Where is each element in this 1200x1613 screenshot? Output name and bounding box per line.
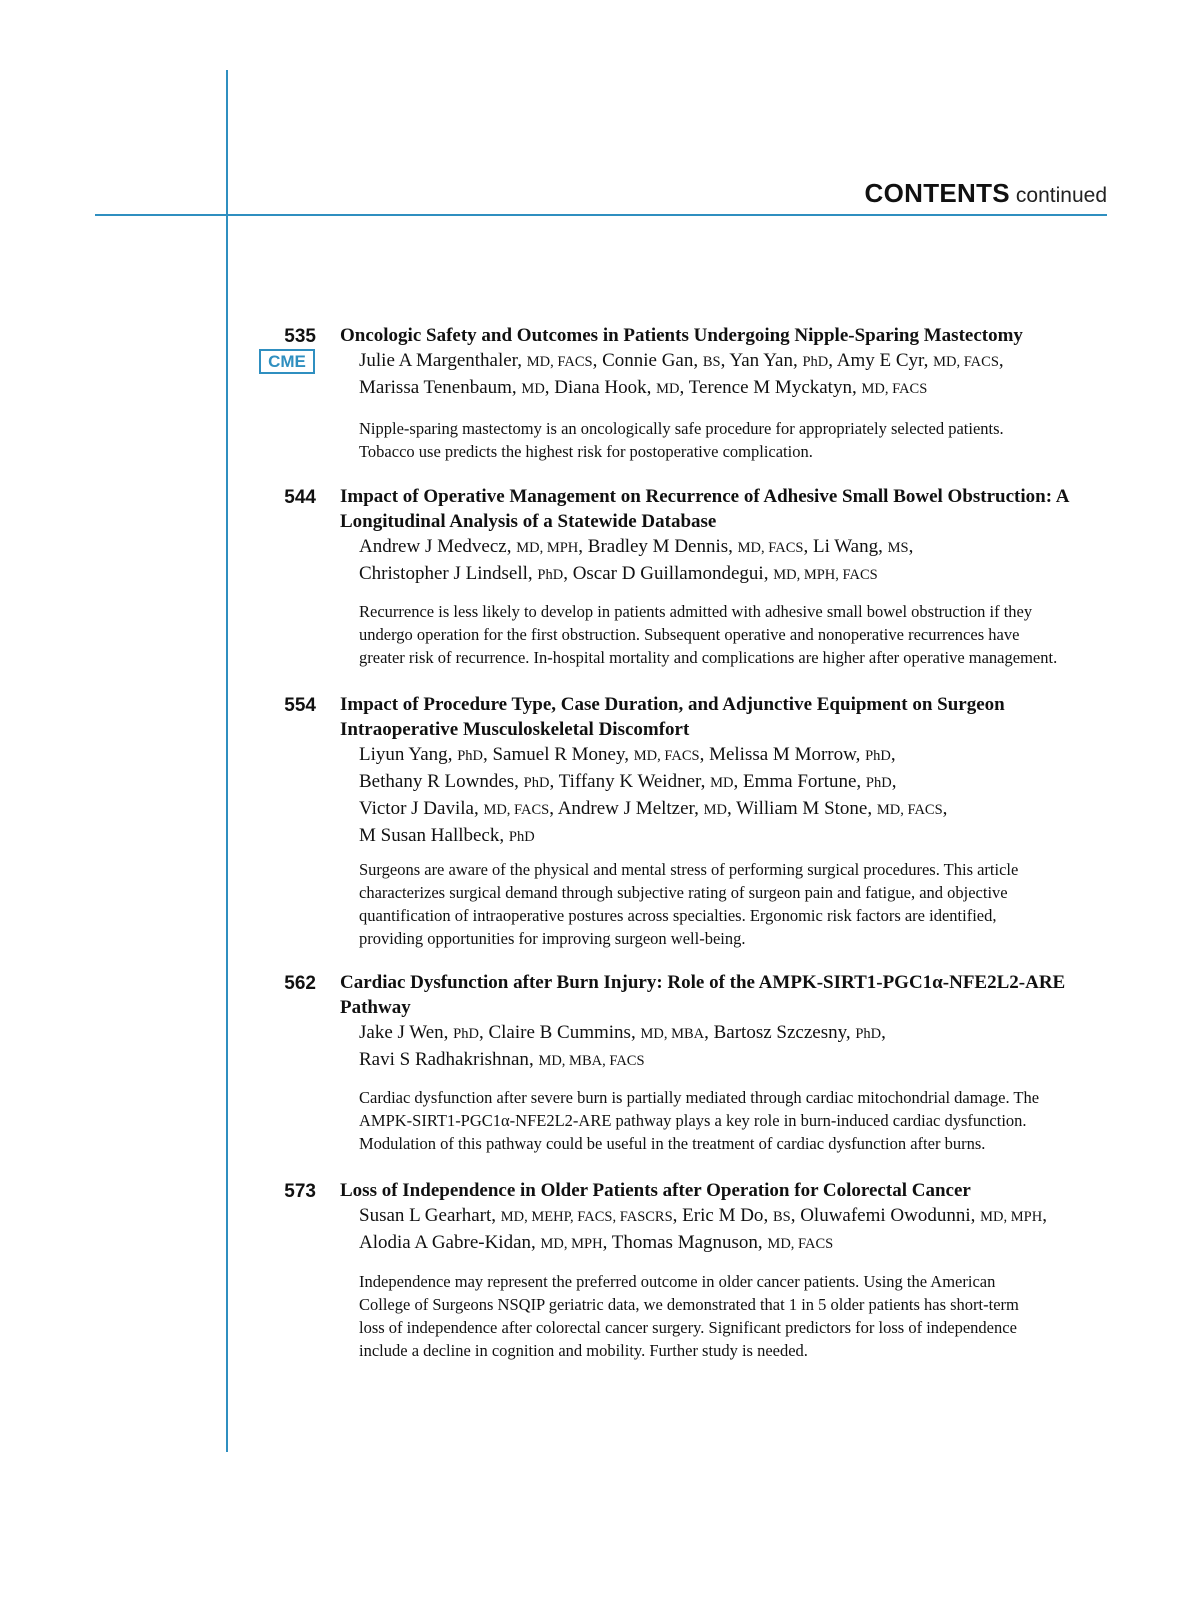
author-credentials: MD, MEHP, FACS, FASCRS	[500, 1209, 673, 1225]
author: Melissa M Morrow, PhD,	[709, 744, 896, 765]
author: Andrew J Meltzer, MD,	[557, 798, 732, 819]
author-name: Bethany R Lowndes	[359, 771, 515, 792]
summary-line: include a decline in cognition and mobility. Further study is needed.	[359, 1341, 808, 1360]
author-credentials: MD, MPH	[516, 540, 579, 556]
header-title: CONTENTS	[864, 178, 1010, 208]
author-credentials: MD, MPH	[980, 1209, 1043, 1225]
author-credentials: PhD	[865, 748, 891, 764]
page-number: 573	[284, 1181, 316, 1202]
summary-line: College of Surgeons NSQIP geriatric data, we demonstrated that 1 in 5 older patients has short-term	[359, 1295, 1019, 1314]
author-credentials: MD, FACS	[526, 354, 593, 370]
summary-line: AMPK-SIRT1-PGC1α-NFE2L2-ARE pathway plays a key role in burn-induced cardiac dysfunction.	[359, 1111, 1027, 1130]
author: Oluwafemi Owodunni, MD, MPH,	[800, 1205, 1047, 1226]
author-credentials: MD, MPH	[540, 1236, 603, 1252]
author: Julie A Margenthaler, MD, FACS,	[359, 350, 598, 371]
author-list	[359, 742, 1119, 850]
author-credentials: MD	[656, 381, 680, 397]
article-summary	[359, 1270, 1109, 1362]
author-line	[359, 534, 1119, 561]
author-name: Emma Fortune	[742, 771, 857, 792]
author: Christopher J Lindsell, PhD,	[359, 563, 568, 584]
author: Emma Fortune, PhD,	[742, 771, 897, 792]
author: Bradley M Dennis, MD, FACS,	[587, 536, 809, 557]
author-credentials: PhD	[537, 567, 564, 583]
page-number: 535	[284, 326, 316, 347]
author-name: Andrew J Meltzer	[557, 798, 695, 819]
author-credentials: BS	[702, 354, 721, 370]
author-name: Ravi S Radhakrishnan	[359, 1049, 529, 1070]
author: Jake J Wen, PhD,	[359, 1022, 484, 1043]
header-subtitle: continued	[1015, 184, 1107, 207]
summary-line: quantification of intraoperative postures across specialties. Ergonomic risk factors are identified,	[359, 906, 997, 925]
summary-line: Tobacco use predicts the highest risk for postoperative complication.	[359, 442, 813, 461]
article-title[interactable]: Loss of Independence in Older Patients after Operation for Colorectal Cancer	[340, 1180, 971, 1201]
author-credentials: MD, FACS	[633, 748, 700, 764]
author: Susan L Gearhart, MD, MEHP, FACS, FASCRS,	[359, 1205, 678, 1226]
author-list	[359, 534, 1119, 588]
author-name: Claire B Cummins	[488, 1022, 631, 1043]
author-line	[359, 742, 1119, 769]
author-credentials: MD	[703, 802, 727, 818]
article-summary	[359, 417, 1109, 463]
author-list	[359, 348, 1119, 402]
author-line	[359, 769, 1119, 796]
author-name: Eric M Do	[682, 1205, 764, 1226]
author-name: Christopher J Lindsell	[359, 563, 528, 584]
author-name: Julie A Margenthaler	[359, 350, 518, 371]
author: Alodia A Gabre-Kidan, MD, MPH,	[359, 1232, 608, 1253]
author: Eric M Do, BS,	[682, 1205, 796, 1226]
author-name: Victor J Davila	[359, 798, 474, 819]
author: Samuel R Money, MD, FACS,	[492, 744, 705, 765]
author-name: Bradley M Dennis	[587, 536, 729, 557]
author-line	[359, 1203, 1119, 1230]
author: Andrew J Medvecz, MD, MPH,	[359, 536, 584, 557]
author-credentials: MD	[521, 381, 545, 397]
article-title[interactable]: Impact of Operative Management on Recurrence of Adhesive Small Bowel Obstruction: A Longitudinal Analysis of a Statewide Database	[340, 486, 1069, 532]
author-name: Amy E Cyr	[836, 350, 924, 371]
author-credentials: MD, FACS	[876, 802, 943, 818]
author-credentials: PhD	[523, 775, 550, 791]
author-name: Tiffany K Weidner	[558, 771, 701, 792]
author-credentials: PhD	[855, 1026, 882, 1042]
author-name: Liyun Yang	[359, 744, 448, 765]
author-line	[359, 796, 1119, 823]
author-credentials: PhD	[802, 354, 829, 370]
summary-line: Cardiac dysfunction after severe burn is partially mediated through cardiac mitochondrial damage. The	[359, 1088, 1040, 1107]
author: Yan Yan, PhD,	[729, 350, 834, 371]
author-credentials: MD, FACS	[861, 381, 928, 397]
author-line	[359, 1020, 1119, 1047]
article-summary	[359, 858, 1109, 950]
author-name: Oscar D Guillamondegui	[572, 563, 764, 584]
cme-badge: CME	[259, 349, 315, 374]
author-name: Samuel R Money	[492, 744, 625, 765]
author-credentials: MD, FACS	[767, 1236, 834, 1252]
summary-line: loss of independence after colorectal cancer surgery. Significant predictors for loss of independence	[359, 1318, 1017, 1337]
author-credentials: PhD	[453, 1026, 479, 1042]
author: M Susan Hallbeck, PhD	[359, 825, 535, 846]
author: Claire B Cummins, MD, MBA,	[488, 1022, 709, 1043]
article-title[interactable]: Impact of Procedure Type, Case Duration, and Adjunctive Equipment on Surgeon Intraoperative Musculoskeletal Discomfort	[340, 694, 1005, 740]
author-credentials: PhD	[457, 748, 483, 764]
author: Amy E Cyr, MD, FACS,	[836, 350, 1004, 371]
page-number: 562	[284, 973, 316, 994]
author-list	[359, 1020, 1119, 1074]
page-number: 554	[284, 695, 316, 716]
horizontal-rule	[95, 214, 1107, 216]
author-name: Terence M Myckatyn	[688, 377, 852, 398]
page-number: 544	[284, 487, 316, 508]
author-name: Jake J Wen	[359, 1022, 444, 1043]
author-name: Li Wang	[812, 536, 879, 557]
author-line	[359, 1047, 1119, 1074]
summary-line: Recurrence is less likely to develop in patients admitted with adhesive small bowel obstruction if they	[359, 602, 1033, 621]
author-credentials: MS	[887, 540, 909, 556]
author-line	[359, 375, 1119, 402]
author-credentials: MD, MPH, FACS	[773, 567, 878, 583]
author-credentials: MD, FACS	[483, 802, 550, 818]
author-name: Melissa M Morrow	[709, 744, 856, 765]
author-credentials: PhD	[865, 775, 892, 791]
summary-line: greater risk of recurrence. In-hospital mortality and complications are higher after operative management.	[359, 648, 1058, 667]
article-title[interactable]: Oncologic Safety and Outcomes in Patients Undergoing Nipple-Sparing Mastectomy	[340, 325, 1023, 346]
author-name: Oluwafemi Owodunni	[800, 1205, 971, 1226]
author-list	[359, 1203, 1119, 1257]
page-header	[865, 178, 1107, 209]
summary-line: characterizes surgical demand through subjective rating of surgeon pain and fatigue, and objective	[359, 883, 1008, 902]
author-name: Andrew J Medvecz	[359, 536, 507, 557]
article-summary	[359, 1086, 1109, 1155]
summary-line: Independence may represent the preferred outcome in older cancer patients. Using the American	[359, 1272, 996, 1291]
author-name: M Susan Hallbeck	[359, 825, 500, 846]
author: Thomas Magnuson, MD, FACS	[611, 1232, 834, 1253]
summary-line: Surgeons are aware of the physical and mental stress of performing surgical procedures. This article	[359, 860, 1019, 879]
author: Li Wang, MS,	[812, 536, 914, 557]
article-summary	[359, 600, 1109, 669]
author-credentials: MD	[710, 775, 734, 791]
summary-line: undergo operation for the first obstruction. Subsequent operative and nonoperative recurrences have	[359, 625, 1020, 644]
author: William M Stone, MD, FACS,	[736, 798, 948, 819]
author-credentials: MD, MBA	[640, 1026, 705, 1042]
author-name: Alodia A Gabre-Kidan	[359, 1232, 532, 1253]
author: Liyun Yang, PhD,	[359, 744, 488, 765]
vertical-rule	[226, 70, 228, 1452]
author: Terence M Myckatyn, MD, FACS	[688, 377, 928, 398]
author-credentials: PhD	[508, 829, 535, 845]
author-name: Connie Gan	[602, 350, 694, 371]
author-credentials: MD, MBA, FACS	[538, 1053, 645, 1069]
author-line	[359, 348, 1119, 375]
author-credentials: MD, FACS	[933, 354, 999, 370]
summary-line: Modulation of this pathway could be useful in the treatment of cardiac dysfunction after burns.	[359, 1134, 986, 1153]
author: Victor J Davila, MD, FACS,	[359, 798, 554, 819]
author: Connie Gan, BS,	[602, 350, 726, 371]
author: Bethany R Lowndes, PhD,	[359, 771, 555, 792]
author-line	[359, 561, 1119, 588]
article-title[interactable]: Cardiac Dysfunction after Burn Injury: Role of the AMPK-SIRT1-PGC1α-NFE2L2-ARE Pathway	[340, 972, 1066, 1018]
author: Oscar D Guillamondegui, MD, MPH, FACS	[572, 563, 878, 584]
author-name: Yan Yan	[729, 350, 793, 371]
author-name: Bartosz Szczesny	[713, 1022, 846, 1043]
author-name: Diana Hook	[554, 377, 647, 398]
author: Ravi S Radhakrishnan, MD, MBA, FACS	[359, 1049, 645, 1070]
author-line	[359, 823, 1119, 850]
author-credentials: BS	[772, 1209, 791, 1225]
author-name: Thomas Magnuson	[611, 1232, 758, 1253]
author-line	[359, 1230, 1119, 1257]
author-name: Susan L Gearhart	[359, 1205, 492, 1226]
author: Bartosz Szczesny, PhD,	[713, 1022, 886, 1043]
summary-line: Nipple-sparing mastectomy is an oncologically safe procedure for appropriately selected patients.	[359, 419, 1004, 438]
author: Diana Hook, MD,	[554, 377, 685, 398]
author: Marissa Tenenbaum, MD,	[359, 377, 550, 398]
author-name: Marissa Tenenbaum	[359, 377, 512, 398]
author-credentials: MD, FACS	[737, 540, 804, 556]
author-name: William M Stone	[736, 798, 868, 819]
summary-line: providing opportunities for improving surgeon well-being.	[359, 929, 746, 948]
author: Tiffany K Weidner, MD,	[558, 771, 739, 792]
